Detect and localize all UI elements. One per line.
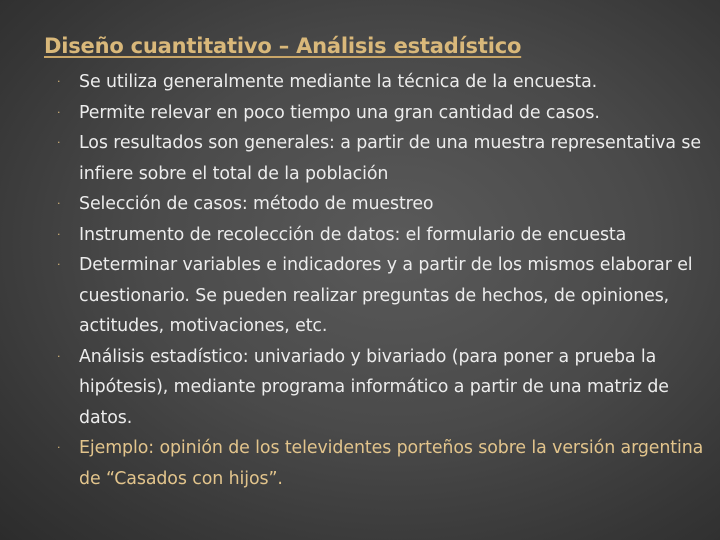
bullet-icon: · [57,349,61,363]
list-item-text: Los resultados son generales: a partir de una muestra representativa se infiere sobre el total de la población [79,133,701,184]
bullet-icon: · [57,227,61,241]
list-item-text: Ejemplo: opinión de los televidentes porteños sobre la versión argentina de “Casados con hijos”. [79,438,704,489]
list-item [0,250,720,342]
list-item [0,220,720,251]
bullet-icon: · [57,258,61,271]
bullet-icon: · [57,136,61,149]
list-item [0,67,720,98]
bullet-icon: · [57,105,61,119]
list-item [0,128,720,189]
bullet-icon: · [57,75,61,88]
list-item-text: Permite relevar en poco tiempo una gran cantidad de casos. [79,102,600,123]
bullet-icon: · [57,197,61,210]
list-item-text: Se utiliza generalmente mediante la técnica de la encuesta. [79,72,598,92]
bullet-list [0,67,720,494]
bullet-icon: · [57,441,61,454]
list-item-text: Determinar variables e indicadores y a partir de los mismos elaborar el cuestionario. Se pueden realizar preguntas de hechos, de opiniones, actitudes, motivaciones, etc. [79,255,693,336]
list-item [0,189,720,220]
list-item-text: Instrumento de recolección de datos: el formulario de encuesta [79,224,627,245]
list-item-example [0,433,720,494]
list-item-text: Selección de casos: método de muestreo [79,194,434,214]
list-item [0,342,720,434]
list-item-text: Análisis estadístico: univariado y bivariado (para poner a prueba la hipótesis), mediante programa informático a partir de una matriz de datos. [79,346,669,428]
slide-title: Diseño cuantitativo – Análisis estadístico [44,34,522,58]
list-item [0,98,720,129]
